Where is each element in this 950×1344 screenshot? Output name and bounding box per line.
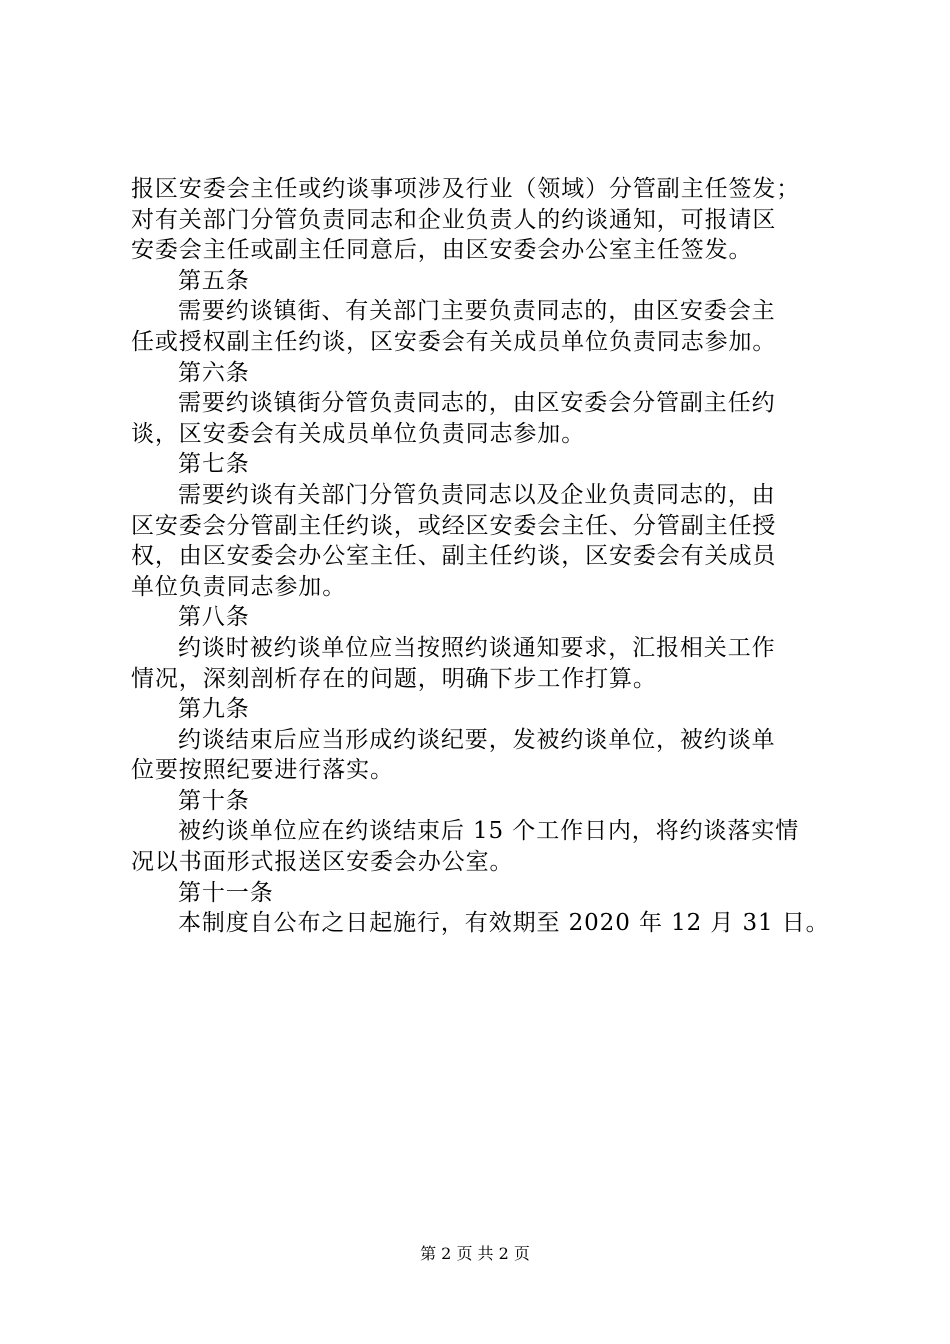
text-line: 约谈时被约谈单位应当按照约谈通知要求，汇报相关工作 bbox=[178, 634, 776, 661]
text-line: 需要约谈镇街、有关部门主要负责同志的，由区安委会主 bbox=[178, 298, 776, 325]
text-line: 区安委会分管副主任约谈，或经区安委会主任、分管副主任授 bbox=[131, 512, 777, 539]
text-line: 单位负责同志参加。 bbox=[131, 573, 347, 600]
text-line: 任或授权副主任约谈，区安委会有关成员单位负责同志参加。 bbox=[131, 328, 777, 355]
text-line: 权，由区安委会办公室主任、副主任约谈，区安委会有关成员 bbox=[131, 543, 777, 570]
page-number-footer: 第 2 页 共 2 页 bbox=[420, 1244, 530, 1263]
document-body bbox=[131, 174, 831, 939]
article-heading: 第十一条 bbox=[178, 879, 274, 906]
text-line: 对有关部门分管负责同志和企业负责人的约谈通知，可报请区 bbox=[131, 206, 777, 233]
text-line: 需要约谈有关部门分管负责同志以及企业负责同志的，由 bbox=[178, 481, 776, 508]
text-line: 安委会主任或副主任同意后，由区安委会办公室主任签发。 bbox=[131, 237, 753, 264]
text-line: 位要按照纪要进行落实。 bbox=[131, 757, 394, 784]
article-heading: 第五条 bbox=[178, 267, 250, 294]
text-line: 况以书面形式报送区安委会办公室。 bbox=[131, 849, 514, 876]
text-line: 被约谈单位应在约谈结束后 15 个工作日内，将约谈落实情 bbox=[178, 818, 800, 845]
article-heading: 第六条 bbox=[178, 359, 250, 386]
article-heading: 第十条 bbox=[178, 787, 250, 814]
text-line: 谈，区安委会有关成员单位负责同志参加。 bbox=[131, 420, 586, 447]
text-line: 本制度自公布之日起施行，有效期至 2020 年 12 月 31 日。 bbox=[178, 910, 830, 937]
article-heading: 第九条 bbox=[178, 696, 250, 723]
text-line: 情况，深刻剖析存在的问题，明确下步工作打算。 bbox=[131, 665, 657, 692]
article-heading: 第七条 bbox=[178, 451, 250, 478]
article-heading: 第八条 bbox=[178, 604, 250, 631]
text-line: 需要约谈镇街分管负责同志的，由区安委会分管副主任约 bbox=[178, 390, 776, 417]
text-line: 约谈结束后应当形成约谈纪要，发被约谈单位，被约谈单 bbox=[178, 726, 776, 753]
text-line: 报区安委会主任或约谈事项涉及行业（领域）分管副主任签发； bbox=[131, 176, 801, 202]
